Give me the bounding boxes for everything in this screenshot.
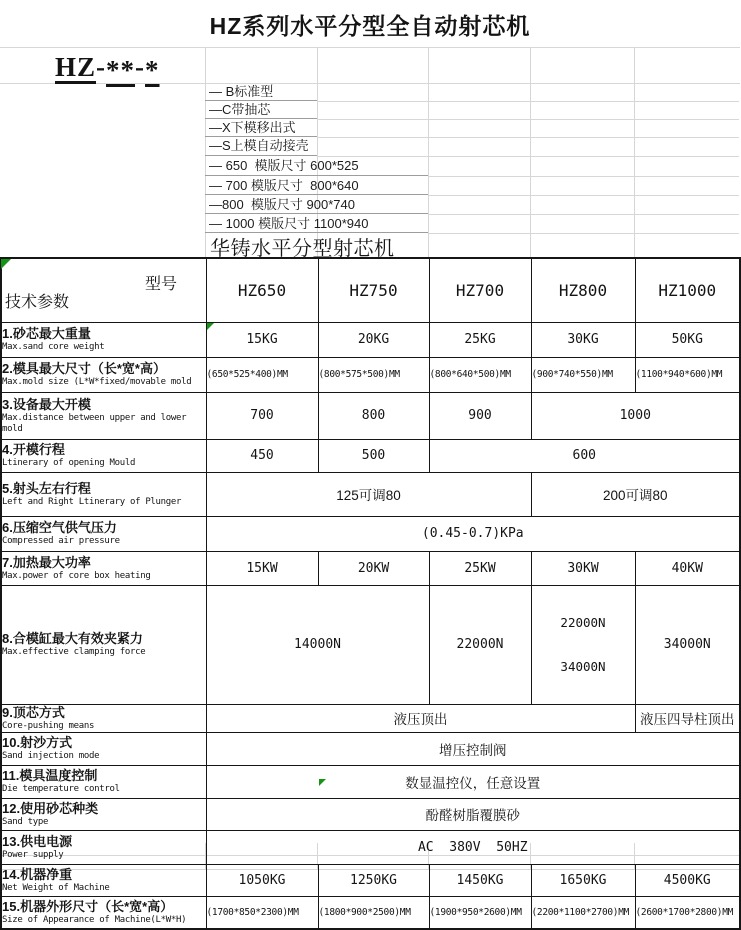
gridline <box>0 47 740 48</box>
row-label: 12.使用砂芯种类 Sand type <box>1 798 206 830</box>
option-item-700: — 700 模版尺寸 800*640 <box>205 176 428 195</box>
table-cell: 450 <box>206 439 318 472</box>
table-cell: 800 <box>318 392 429 439</box>
table-row <box>1 516 740 551</box>
table-row <box>1 551 740 585</box>
row-label: 5.射头左右行程 Left and Right Ltinerary of Plunger <box>1 472 206 516</box>
option-item-1000: — 1000 模版尺寸 1100*940 <box>205 214 428 233</box>
table-cell: (1700*850*2300)MM <box>206 896 318 929</box>
option-item-upper-mold-auto: —S上模自动接壳 <box>205 137 317 156</box>
table-row <box>1 732 740 765</box>
column-header-hz1000: HZ1000 <box>635 258 740 322</box>
option-item-650: — 650 模版尺寸 600*525 <box>205 156 428 176</box>
column-header-hz700: HZ700 <box>429 258 531 322</box>
table-cell: 25KW <box>429 551 531 585</box>
table-cell: 200可调80 <box>531 472 740 516</box>
table-cell: 34000N <box>635 585 740 704</box>
spec-table <box>0 257 741 930</box>
table-cell: 30KW <box>531 551 635 585</box>
gridline <box>428 176 739 177</box>
table-row <box>1 864 740 896</box>
table-row <box>1 585 740 704</box>
gridline <box>428 195 739 196</box>
column-header-hz750: HZ750 <box>318 258 429 322</box>
row-label: 8.合模缸最大有效夹紧力 Max.effective clamping force <box>1 585 206 704</box>
gridline <box>428 47 429 257</box>
model-code-stars: ** <box>106 55 136 85</box>
row-label: 14.机器净重 Net Weight of Machine <box>1 864 206 896</box>
table-row <box>1 392 740 439</box>
table-row <box>1 830 740 864</box>
table-cell: (800*640*500)MM <box>429 357 531 392</box>
table-cell: 22000N 34000N <box>531 585 635 704</box>
table-row <box>1 322 740 357</box>
option-item-800: —800 模版尺寸 900*740 <box>205 195 428 214</box>
table-cell: 增压控制阀 <box>206 732 740 765</box>
subtitle: 华铸水平分型射芯机 <box>210 238 395 260</box>
row-label: 15.机器外形尺寸（长*宽*高） Size of Appearance of Machine(L*W*H) <box>1 896 206 929</box>
table-cell: 125可调80 <box>206 472 531 516</box>
row-label: 7.加热最大功率 Max.power of core box heating <box>1 551 206 585</box>
table-cell: 1250KG <box>318 864 429 896</box>
table-cell: (0.45-0.7)KPa <box>206 516 740 551</box>
option-item-lower-mold-shift: —X下模移出式 <box>205 119 317 137</box>
option-item-standard: — B标准型 <box>205 83 317 101</box>
table-cell: 4500KG <box>635 864 740 896</box>
table-cell: 1050KG <box>206 864 318 896</box>
table-cell: 15KG <box>206 322 318 357</box>
table-cell: 40KW <box>635 551 740 585</box>
table-cell: 液压四导柱顶出 <box>635 704 740 732</box>
table-cell: (2200*1100*2700)MM <box>531 896 635 929</box>
corner-label-params: 技术参数 <box>5 293 70 311</box>
corner-label-model: 型号 <box>145 276 178 293</box>
option-item-core-pulling: —C带抽芯 <box>205 101 317 119</box>
table-cell: 1000 <box>531 392 740 439</box>
model-code <box>55 52 160 83</box>
row-label: 13.供电电源 Power supply <box>1 830 206 864</box>
table-cell: 15KW <box>206 551 318 585</box>
table-cell: AC 380V 50HZ <box>206 830 740 864</box>
row-label: 9.顶芯方式 Core-pushing means <box>1 704 206 732</box>
gridline <box>317 101 739 102</box>
header-row <box>1 258 740 322</box>
error-marker-icon <box>1 259 11 269</box>
table-cell: 30KG <box>531 322 635 357</box>
corner-header-cell <box>1 258 206 322</box>
model-code-dash: - <box>135 52 146 82</box>
row-label: 6.压缩空气供气压力 Compressed air pressure <box>1 516 206 551</box>
row-label: 3.设备最大开模 Max.distance between upper and lower mold <box>1 392 206 439</box>
table-cell: 1450KG <box>429 864 531 896</box>
table-row <box>1 798 740 830</box>
model-code-star: * <box>145 55 160 85</box>
table-row <box>1 357 740 392</box>
column-header-hz800: HZ800 <box>531 258 635 322</box>
table-cell: 酚醛树脂覆膜砂 <box>206 798 740 830</box>
table-cell: 22000N <box>429 585 531 704</box>
gridline <box>634 47 635 257</box>
gridline <box>317 119 739 120</box>
table-cell: 20KG <box>318 322 429 357</box>
table-cell: (650*525*400)MM <box>206 357 318 392</box>
gridline <box>530 47 531 257</box>
table-row <box>1 704 740 732</box>
table-row <box>1 439 740 472</box>
table-row <box>1 765 740 798</box>
table-cell: 600 <box>429 439 740 472</box>
table-cell: 25KG <box>429 322 531 357</box>
table-cell: 14000N <box>206 585 429 704</box>
table-cell: (900*740*550)MM <box>531 357 635 392</box>
gridline <box>428 233 739 234</box>
table-cell: (1900*950*2600)MM <box>429 896 531 929</box>
row-label: 11.模具温度控制 Die temperature control <box>1 765 206 798</box>
model-code-dash: - <box>96 52 107 82</box>
table-cell: 数显温控仪，任意设置 <box>206 765 740 798</box>
table-row <box>1 472 740 516</box>
error-marker-icon <box>207 323 214 330</box>
table-cell: 20KW <box>318 551 429 585</box>
table-cell: 液压顶出 <box>206 704 635 732</box>
table-cell: 500 <box>318 439 429 472</box>
table-cell: (800*575*500)MM <box>318 357 429 392</box>
table-cell: 1650KG <box>531 864 635 896</box>
gridline <box>428 214 739 215</box>
row-label: 4.开模行程 Ltinerary of opening Mould <box>1 439 206 472</box>
table-cell: (1100*940*600)MM <box>635 357 740 392</box>
row-label: 2.模具最大尺寸（长*宽*高） Max.mold size (L*W*fixed/movable mold <box>1 357 206 392</box>
table-cell: 700 <box>206 392 318 439</box>
row-label: 10.射沙方式 Sand injection mode <box>1 732 206 765</box>
table-cell: (2600*1700*2800)MM <box>635 896 740 929</box>
table-cell: 900 <box>429 392 531 439</box>
column-header-hz650: HZ650 <box>206 258 318 322</box>
model-code-base: HZ <box>55 52 97 82</box>
page-title: HZ系列水平分型全自动射芯机 <box>209 13 531 39</box>
error-marker-icon <box>319 779 326 786</box>
gridline <box>317 137 739 138</box>
row-label: 1.砂芯最大重量 Max.sand core weight <box>1 322 206 357</box>
table-cell: (1800*900*2500)MM <box>318 896 429 929</box>
table-row <box>1 896 740 929</box>
table-cell: 50KG <box>635 322 740 357</box>
